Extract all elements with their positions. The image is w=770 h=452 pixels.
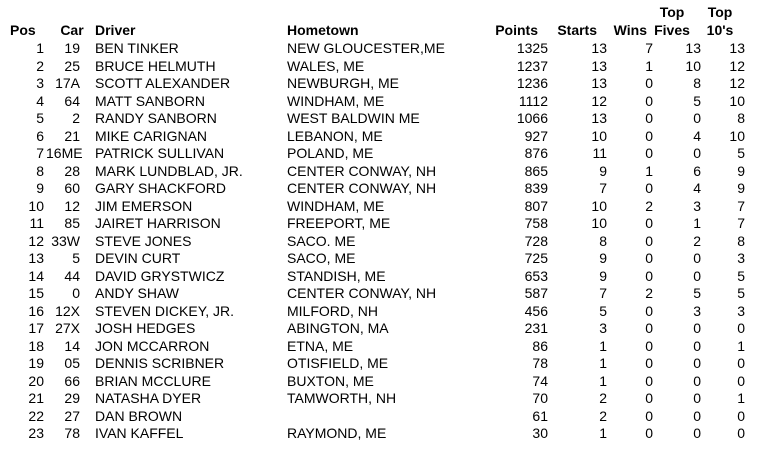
cell-starts: 11 [592, 145, 607, 161]
cell-wins: 0 [645, 127, 653, 144]
cell-points: 653 [524, 267, 548, 284]
cell-driver: MATT SANBORN [95, 92, 205, 109]
cell-wins: 0 [645, 92, 653, 109]
cell-driver: RANDY SANBORN [95, 110, 217, 126]
cell-wins: 1 [645, 162, 653, 179]
table-row [0, 128, 770, 145]
cell-pos: 15 [28, 285, 44, 301]
cell-pos: 19 [28, 355, 44, 371]
cell-hometown: ABINGTON, MA [287, 320, 389, 336]
header-top-tens-line1: Top [707, 4, 733, 20]
cell-hometown: WALES, ME [287, 57, 365, 74]
cell-top-tens: 12 [729, 75, 745, 91]
header-hometown: Hometown [287, 22, 359, 38]
table-row [0, 268, 770, 285]
cell-starts: 9 [599, 250, 607, 266]
table-row [0, 285, 770, 302]
cell-car: 05 [64, 355, 80, 371]
cell-wins: 0 [645, 337, 653, 354]
cell-top-tens: 12 [729, 57, 745, 74]
cell-hometown: ETNA, ME [287, 337, 354, 354]
cell-car: 44 [64, 267, 80, 284]
cell-driver: SCOTT ALEXANDER [95, 75, 231, 91]
cell-top-tens: 8 [737, 232, 745, 249]
cell-starts: 7 [599, 285, 607, 301]
cell-points: 927 [524, 127, 548, 144]
cell-hometown: CENTER CONWAY, NH [287, 162, 437, 179]
table-row [0, 373, 770, 390]
cell-top-tens: 10 [729, 127, 745, 144]
cell-points: 865 [524, 162, 548, 179]
table-row [0, 93, 770, 110]
cell-car: 5 [72, 250, 80, 266]
cell-top-fives: 0 [693, 145, 701, 161]
cell-points: 758 [524, 215, 548, 231]
cell-driver: BEN TINKER [95, 40, 179, 56]
cell-car: 25 [64, 57, 80, 74]
cell-top-fives: 1 [693, 215, 701, 231]
cell-top-tens: 9 [737, 180, 745, 196]
cell-pos: 9 [36, 180, 44, 196]
cell-top-fives: 3 [693, 302, 701, 319]
cell-driver: DEVIN CURT [95, 250, 181, 266]
cell-pos: 17 [28, 320, 44, 336]
cell-wins: 0 [645, 372, 653, 389]
cell-top-fives: 10 [685, 57, 701, 74]
table-row [0, 338, 770, 355]
cell-car: 19 [64, 40, 80, 56]
cell-pos: 8 [36, 162, 44, 179]
cell-wins: 0 [645, 250, 653, 266]
cell-points: 78 [532, 355, 548, 371]
cell-hometown: SACO. ME [287, 232, 356, 249]
cell-starts: 1 [599, 337, 607, 354]
cell-top-fives: 4 [693, 180, 701, 196]
header-pos: Pos [10, 22, 36, 38]
cell-pos: 21 [28, 390, 44, 406]
cell-wins: 0 [645, 302, 653, 319]
cell-hometown: WINDHAM, ME [287, 92, 385, 109]
table-row [0, 425, 770, 442]
cell-pos: 12 [28, 232, 44, 249]
header-driver: Driver [95, 22, 136, 38]
cell-top-fives: 5 [693, 285, 701, 301]
cell-hometown: CENTER CONWAY, NH [287, 285, 437, 301]
cell-points: 839 [524, 180, 548, 196]
cell-driver: BRUCE HELMUTH [95, 57, 216, 74]
cell-starts: 7 [599, 180, 607, 196]
cell-points: 587 [524, 285, 548, 301]
cell-hometown: OTISFIELD, ME [287, 355, 389, 371]
table-row [0, 303, 770, 320]
table-row [0, 233, 770, 250]
cell-top-tens: 5 [737, 267, 745, 284]
cell-top-tens: 13 [729, 40, 745, 56]
header-top-fives-line1: Top [659, 4, 685, 20]
cell-car: 78 [64, 425, 80, 441]
cell-top-tens: 5 [737, 145, 745, 161]
cell-driver: PATRICK SULLIVAN [95, 145, 225, 161]
header-row [0, 0, 770, 40]
cell-top-fives: 0 [693, 407, 701, 424]
cell-points: 1325 [516, 40, 548, 56]
cell-top-fives: 0 [693, 110, 701, 126]
cell-wins: 7 [645, 40, 653, 56]
cell-pos: 2 [36, 57, 44, 74]
cell-pos: 16 [28, 302, 44, 319]
cell-top-tens: 0 [737, 355, 745, 371]
cell-car: 66 [64, 372, 80, 389]
cell-wins: 0 [645, 180, 653, 196]
table-row [0, 355, 770, 372]
cell-car: 27 [64, 407, 80, 424]
cell-driver: NATASHA DYER [95, 390, 202, 406]
cell-car: 28 [64, 162, 80, 179]
cell-points: 728 [524, 232, 548, 249]
cell-wins: 0 [645, 232, 653, 249]
table-row [0, 198, 770, 215]
table-row [0, 320, 770, 337]
cell-top-tens: 8 [737, 110, 745, 126]
table-row [0, 250, 770, 267]
table-row [0, 110, 770, 127]
cell-pos: 11 [29, 215, 44, 231]
cell-points: 1066 [516, 110, 548, 126]
cell-top-fives: 3 [693, 197, 701, 214]
cell-top-fives: 13 [685, 40, 701, 56]
cell-starts: 1 [599, 355, 607, 371]
cell-wins: 0 [645, 215, 653, 231]
cell-car: 12X [55, 302, 80, 319]
table-row [0, 58, 770, 75]
cell-pos: 1 [36, 40, 44, 56]
cell-points: 30 [532, 425, 548, 441]
cell-car: 29 [64, 390, 80, 406]
cell-points: 1112 [518, 92, 548, 109]
cell-starts: 3 [599, 320, 607, 336]
cell-car: 2 [72, 110, 80, 126]
cell-starts: 10 [591, 127, 607, 144]
table-row [0, 75, 770, 92]
cell-top-fives: 5 [693, 92, 701, 109]
cell-driver: DAN BROWN [95, 407, 183, 424]
cell-driver: MIKE CARIGNAN [95, 127, 208, 144]
cell-hometown: NEW GLOUCESTER,ME [287, 40, 445, 56]
cell-top-tens: 1 [737, 337, 745, 354]
cell-car: 0 [72, 285, 80, 301]
cell-pos: 18 [28, 337, 44, 354]
cell-car: 27X [55, 320, 80, 336]
header-top-tens-line2: 10's [706, 22, 734, 38]
cell-hometown: CENTER CONWAY, NH [287, 180, 437, 196]
cell-points: 231 [524, 320, 548, 336]
cell-starts: 9 [599, 267, 607, 284]
cell-driver: JON MCCARRON [95, 337, 210, 354]
table-row [0, 145, 770, 162]
cell-car: 14 [64, 337, 80, 354]
table-row [0, 163, 770, 180]
cell-starts: 1 [599, 372, 607, 389]
cell-car: 33W [51, 232, 80, 249]
cell-starts: 1 [599, 425, 607, 441]
cell-top-tens: 9 [737, 162, 745, 179]
cell-wins: 0 [645, 110, 653, 126]
cell-pos: 5 [36, 110, 44, 126]
cell-top-fives: 0 [693, 390, 701, 406]
cell-wins: 0 [645, 145, 653, 161]
cell-car: 85 [64, 215, 80, 231]
table-row [0, 215, 770, 232]
cell-driver: ANDY SHAW [95, 285, 180, 301]
cell-pos: 23 [28, 425, 44, 441]
cell-hometown: TAMWORTH, NH [287, 390, 397, 406]
cell-pos: 6 [36, 127, 44, 144]
cell-starts: 12 [591, 92, 607, 109]
cell-top-tens: 5 [737, 285, 745, 301]
cell-hometown: WINDHAM, ME [287, 197, 385, 214]
cell-wins: 0 [645, 355, 653, 371]
cell-starts: 13 [591, 75, 607, 91]
cell-starts: 10 [591, 197, 607, 214]
cell-driver: DAVID GRYSTWICZ [95, 267, 225, 284]
cell-points: 1237 [516, 57, 548, 74]
cell-hometown: FREEPORT, ME [287, 215, 391, 231]
cell-top-tens: 10 [729, 92, 745, 109]
cell-wins: 0 [645, 320, 653, 336]
cell-wins: 0 [645, 267, 653, 284]
cell-wins: 0 [645, 425, 653, 441]
cell-driver: BRIAN MCCLURE [95, 372, 211, 389]
header-top-fives-line2: Fives [654, 22, 690, 38]
cell-top-fives: 0 [693, 372, 701, 389]
cell-starts: 2 [599, 407, 607, 424]
cell-pos: 22 [28, 407, 44, 424]
cell-car: 16ME [46, 145, 83, 161]
cell-hometown: NEWBURGH, ME [287, 75, 399, 91]
cell-points: 456 [524, 302, 548, 319]
cell-top-fives: 0 [693, 425, 701, 441]
cell-top-tens: 0 [737, 320, 745, 336]
cell-wins: 0 [645, 390, 653, 406]
cell-hometown: WEST BALDWIN ME [287, 110, 420, 126]
cell-driver: MARK LUNDBLAD, JR. [95, 162, 243, 179]
cell-points: 86 [532, 337, 548, 354]
cell-top-tens: 3 [737, 250, 745, 266]
cell-pos: 20 [28, 372, 44, 389]
cell-car: 64 [64, 92, 80, 109]
cell-pos: 4 [36, 92, 44, 109]
cell-hometown: BUXTON, ME [287, 372, 374, 389]
header-car: Car [60, 22, 84, 38]
cell-top-tens: 1 [737, 390, 745, 406]
cell-wins: 0 [645, 75, 653, 91]
cell-points: 807 [524, 197, 548, 214]
header-wins: Wins [613, 22, 647, 38]
cell-pos: 3 [36, 75, 44, 91]
header-points: Points [495, 22, 538, 38]
cell-hometown: POLAND, ME [287, 145, 374, 161]
cell-top-tens: 0 [737, 407, 745, 424]
cell-starts: 5 [599, 302, 607, 319]
cell-hometown: STANDISH, ME [287, 267, 386, 284]
cell-points: 61 [532, 407, 548, 424]
cell-driver: IVAN KAFFEL [95, 425, 184, 441]
cell-hometown: SACO, ME [287, 250, 356, 266]
table-row [0, 40, 770, 57]
cell-points: 74 [532, 372, 548, 389]
table-row [0, 180, 770, 197]
cell-top-fives: 0 [693, 337, 701, 354]
cell-starts: 9 [599, 162, 607, 179]
cell-top-fives: 4 [693, 127, 701, 144]
cell-driver: JAIRET HARRISON [95, 215, 221, 231]
cell-driver: JOSH HEDGES [95, 320, 196, 336]
cell-pos: 7 [36, 145, 44, 161]
cell-hometown: RAYMOND, ME [287, 425, 387, 441]
cell-top-fives: 2 [693, 232, 701, 249]
cell-car: 21 [64, 127, 80, 144]
cell-starts: 8 [599, 232, 607, 249]
cell-top-tens: 0 [737, 425, 745, 441]
cell-points: 876 [524, 145, 548, 161]
cell-top-fives: 0 [693, 267, 701, 284]
cell-points: 70 [532, 390, 548, 406]
cell-driver: STEVE JONES [95, 232, 192, 249]
table-row [0, 390, 770, 407]
cell-points: 725 [524, 250, 548, 266]
cell-top-fives: 8 [693, 75, 701, 91]
cell-wins: 0 [645, 407, 653, 424]
cell-top-tens: 7 [737, 215, 745, 231]
cell-driver: GARY SHACKFORD [95, 180, 226, 196]
cell-top-fives: 0 [693, 355, 701, 371]
cell-pos: 14 [28, 267, 44, 284]
cell-starts: 13 [591, 57, 607, 74]
cell-points: 1236 [516, 75, 548, 91]
cell-hometown: LEBANON, ME [287, 127, 383, 144]
cell-pos: 10 [28, 197, 44, 214]
cell-wins: 2 [645, 197, 653, 214]
cell-driver: STEVEN DICKEY, JR. [95, 302, 235, 319]
cell-starts: 13 [591, 110, 607, 126]
cell-top-fives: 6 [693, 162, 701, 179]
cell-wins: 1 [645, 57, 653, 74]
cell-driver: JIM EMERSON [95, 197, 193, 214]
cell-top-fives: 0 [693, 320, 701, 336]
cell-driver: DENNIS SCRIBNER [95, 355, 225, 371]
cell-wins: 2 [645, 285, 653, 301]
cell-car: 17A [55, 75, 80, 91]
cell-starts: 10 [591, 215, 607, 231]
cell-car: 12 [64, 197, 80, 214]
cell-car: 60 [64, 180, 80, 196]
header-starts: Starts [557, 22, 597, 38]
cell-hometown: MILFORD, NH [287, 302, 378, 319]
cell-pos: 13 [28, 250, 44, 266]
cell-top-tens: 7 [737, 197, 745, 214]
cell-starts: 2 [599, 390, 607, 406]
cell-top-tens: 0 [737, 372, 745, 389]
cell-starts: 13 [591, 40, 607, 56]
cell-top-fives: 0 [693, 250, 701, 266]
table-row [0, 408, 770, 425]
cell-top-tens: 3 [737, 302, 745, 319]
